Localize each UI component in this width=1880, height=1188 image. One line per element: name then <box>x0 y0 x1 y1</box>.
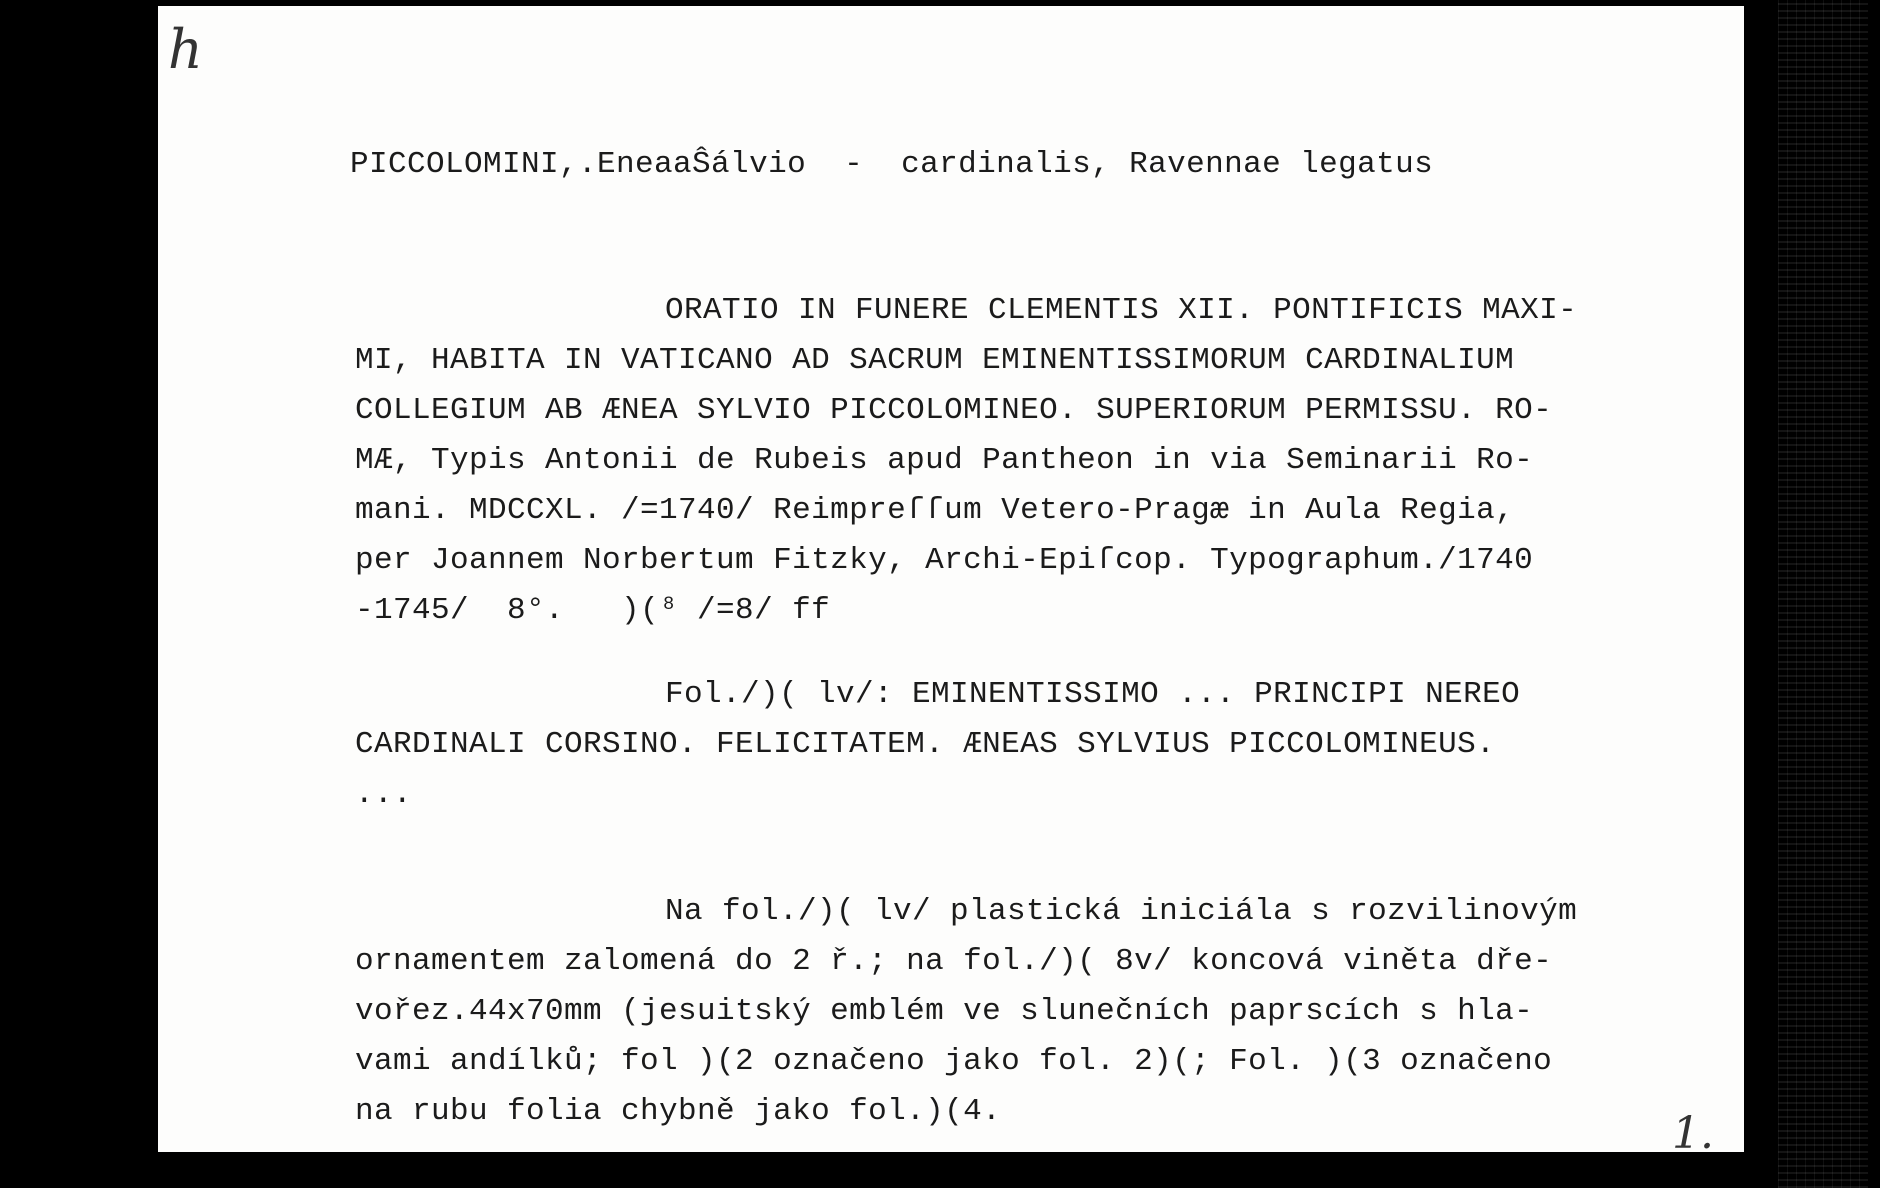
text-line: CARDINALI CORSINO. FELICITATEM. ÆNEAS SYLVIUS PICCOLOMINEUS. <box>355 727 1496 762</box>
text-line: ornamentem zalomená do 2 ř.; na fol./)( 8v/ koncová viněta dře- <box>355 944 1553 979</box>
scan-edge-noise <box>1778 0 1868 1188</box>
text-line: ... <box>355 777 413 812</box>
text-line: ORATIO IN FUNERE CLEMENTIS XII. PONTIFICIS MAXI- <box>665 293 1578 328</box>
text-line: -1745/ 8°. )(⁸ /=8/ ff <box>355 593 831 628</box>
note-paragraph <box>355 887 1715 1137</box>
text-line: per Joannem Norbertum Fitzky, Archi-Epiſcop. Typographum./1740 <box>355 543 1534 578</box>
text-line: MÆ, Typis Antonii de Rubeis apud Pantheon in via Seminarii Ro- <box>355 443 1534 478</box>
card-heading: PICCOLOMINI,.EneaaŜálvio - cardinalis, Ravennae legatus <box>350 147 1434 182</box>
text-line: vořez.44x70mm (jesuitský emblém ve slunečních paprscích s hla- <box>355 994 1534 1029</box>
text-line: na rubu folia chybně jako fol.)(4. <box>355 1094 1002 1129</box>
title-paragraph <box>355 286 1715 636</box>
text-line: vami andílků; fol )(2 označeno jako fol. 2)(; Fol. )(3 označeno <box>355 1044 1553 1079</box>
text-line: COLLEGIUM AB ÆNEA SYLVIO PICCOLOMINEO. SUPERIORUM PERMISSU. RO- <box>355 393 1553 428</box>
dedication-paragraph <box>355 670 1715 820</box>
text-line: MI, HABITA IN VATICANO AD SACRUM EMINENTISSIMORUM CARDINALIUM <box>355 343 1515 378</box>
handwritten-page-number: 1. <box>1672 1108 1714 1159</box>
text-line: Na fol./)( lv/ plastická iniciála s rozvilinovým <box>665 894 1578 929</box>
handwritten-mark-top: h <box>168 18 203 81</box>
text-line: Fol./)( lv/: EMINENTISSIMO ... PRINCIPI NEREO <box>665 677 1521 712</box>
text-line: mani. MDCCXL. /=1740/ Reimpreſſum Vetero-Pragæ in Aula Regia, <box>355 493 1515 528</box>
